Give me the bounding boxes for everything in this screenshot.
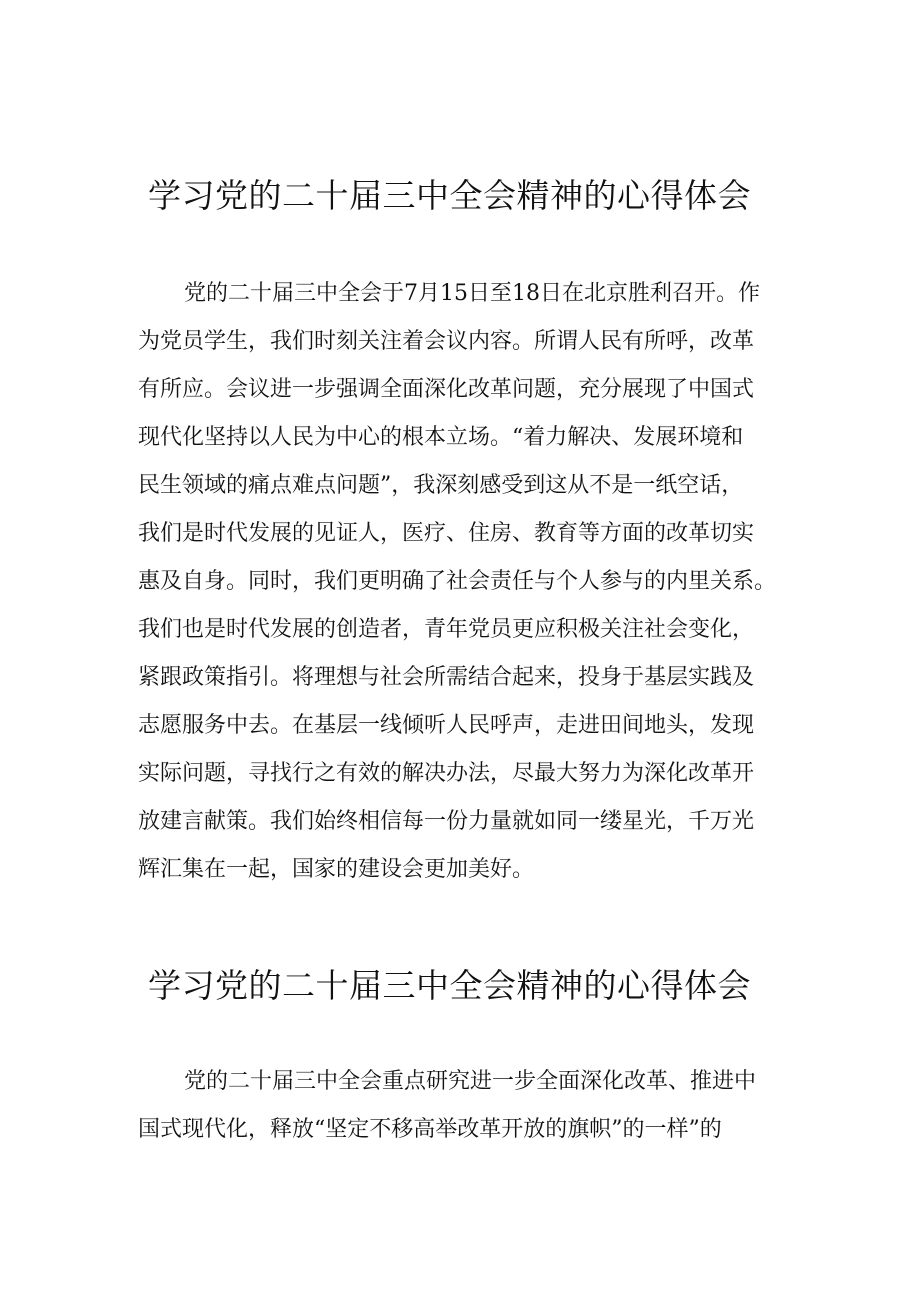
- paragraph-line: 民生领域的痛点难点问题”，我深刻感受到这从不是一纸空话，: [138, 473, 744, 498]
- paragraph-line: 党的二十届三中全会重点研究进一步全面深化改革、推进中: [184, 1069, 757, 1094]
- paragraph-line: 为党员学生，我们时刻关注着会议内容。所谓人民有所呼，改革: [138, 329, 755, 354]
- paragraph-line: 党的二十届三中全会于7月15日至18日在北京胜利召开。作: [184, 281, 760, 306]
- paragraph-line: 有所应。会议进一步强调全面深化改革问题，充分展现了中国式: [138, 377, 755, 402]
- paragraph-line: 我们也是时代发展的创造者，青年党员更应积极关注社会变化，: [138, 617, 755, 642]
- section-1-paragraph: [138, 270, 818, 894]
- paragraph-line: 辉汇集在一起，国家的建设会更加美好。: [138, 857, 535, 882]
- section-1-title: 学习党的二十届三中全会精神的心得体会: [148, 176, 751, 215]
- paragraph-line: 现代化坚持以人民为中心的根本立场。“着力解决、发展环境和: [138, 425, 744, 450]
- paragraph-line: 志愿服务中去。在基层一线倾听人民呼声，走进田间地头，发现: [138, 713, 755, 738]
- paragraph-line: 我们是时代发展的见证人，医疗、住房、教育等方面的改革切实: [138, 521, 755, 546]
- paragraph-line: 紧跟政策指引。将理想与社会所需结合起来，投身于基层实践及: [138, 665, 755, 690]
- paragraph-line: 实际问题，寻找行之有效的解决办法，尽最大努力为深化改革开: [138, 761, 755, 786]
- paragraph-line: 放建言献策。我们始终相信每一份力量就如同一缕星光，千万光: [138, 809, 755, 834]
- section-2-paragraph: [138, 1058, 818, 1154]
- section-2-title: 学习党的二十届三中全会精神的心得体会: [148, 966, 751, 1005]
- paragraph-line: 国式现代化，释放“坚定不移高举改革开放的旗帜”的一样”的: [138, 1117, 722, 1142]
- paragraph-line: 惠及自身。同时，我们更明确了社会责任与个人参与的内里关系。: [138, 569, 777, 594]
